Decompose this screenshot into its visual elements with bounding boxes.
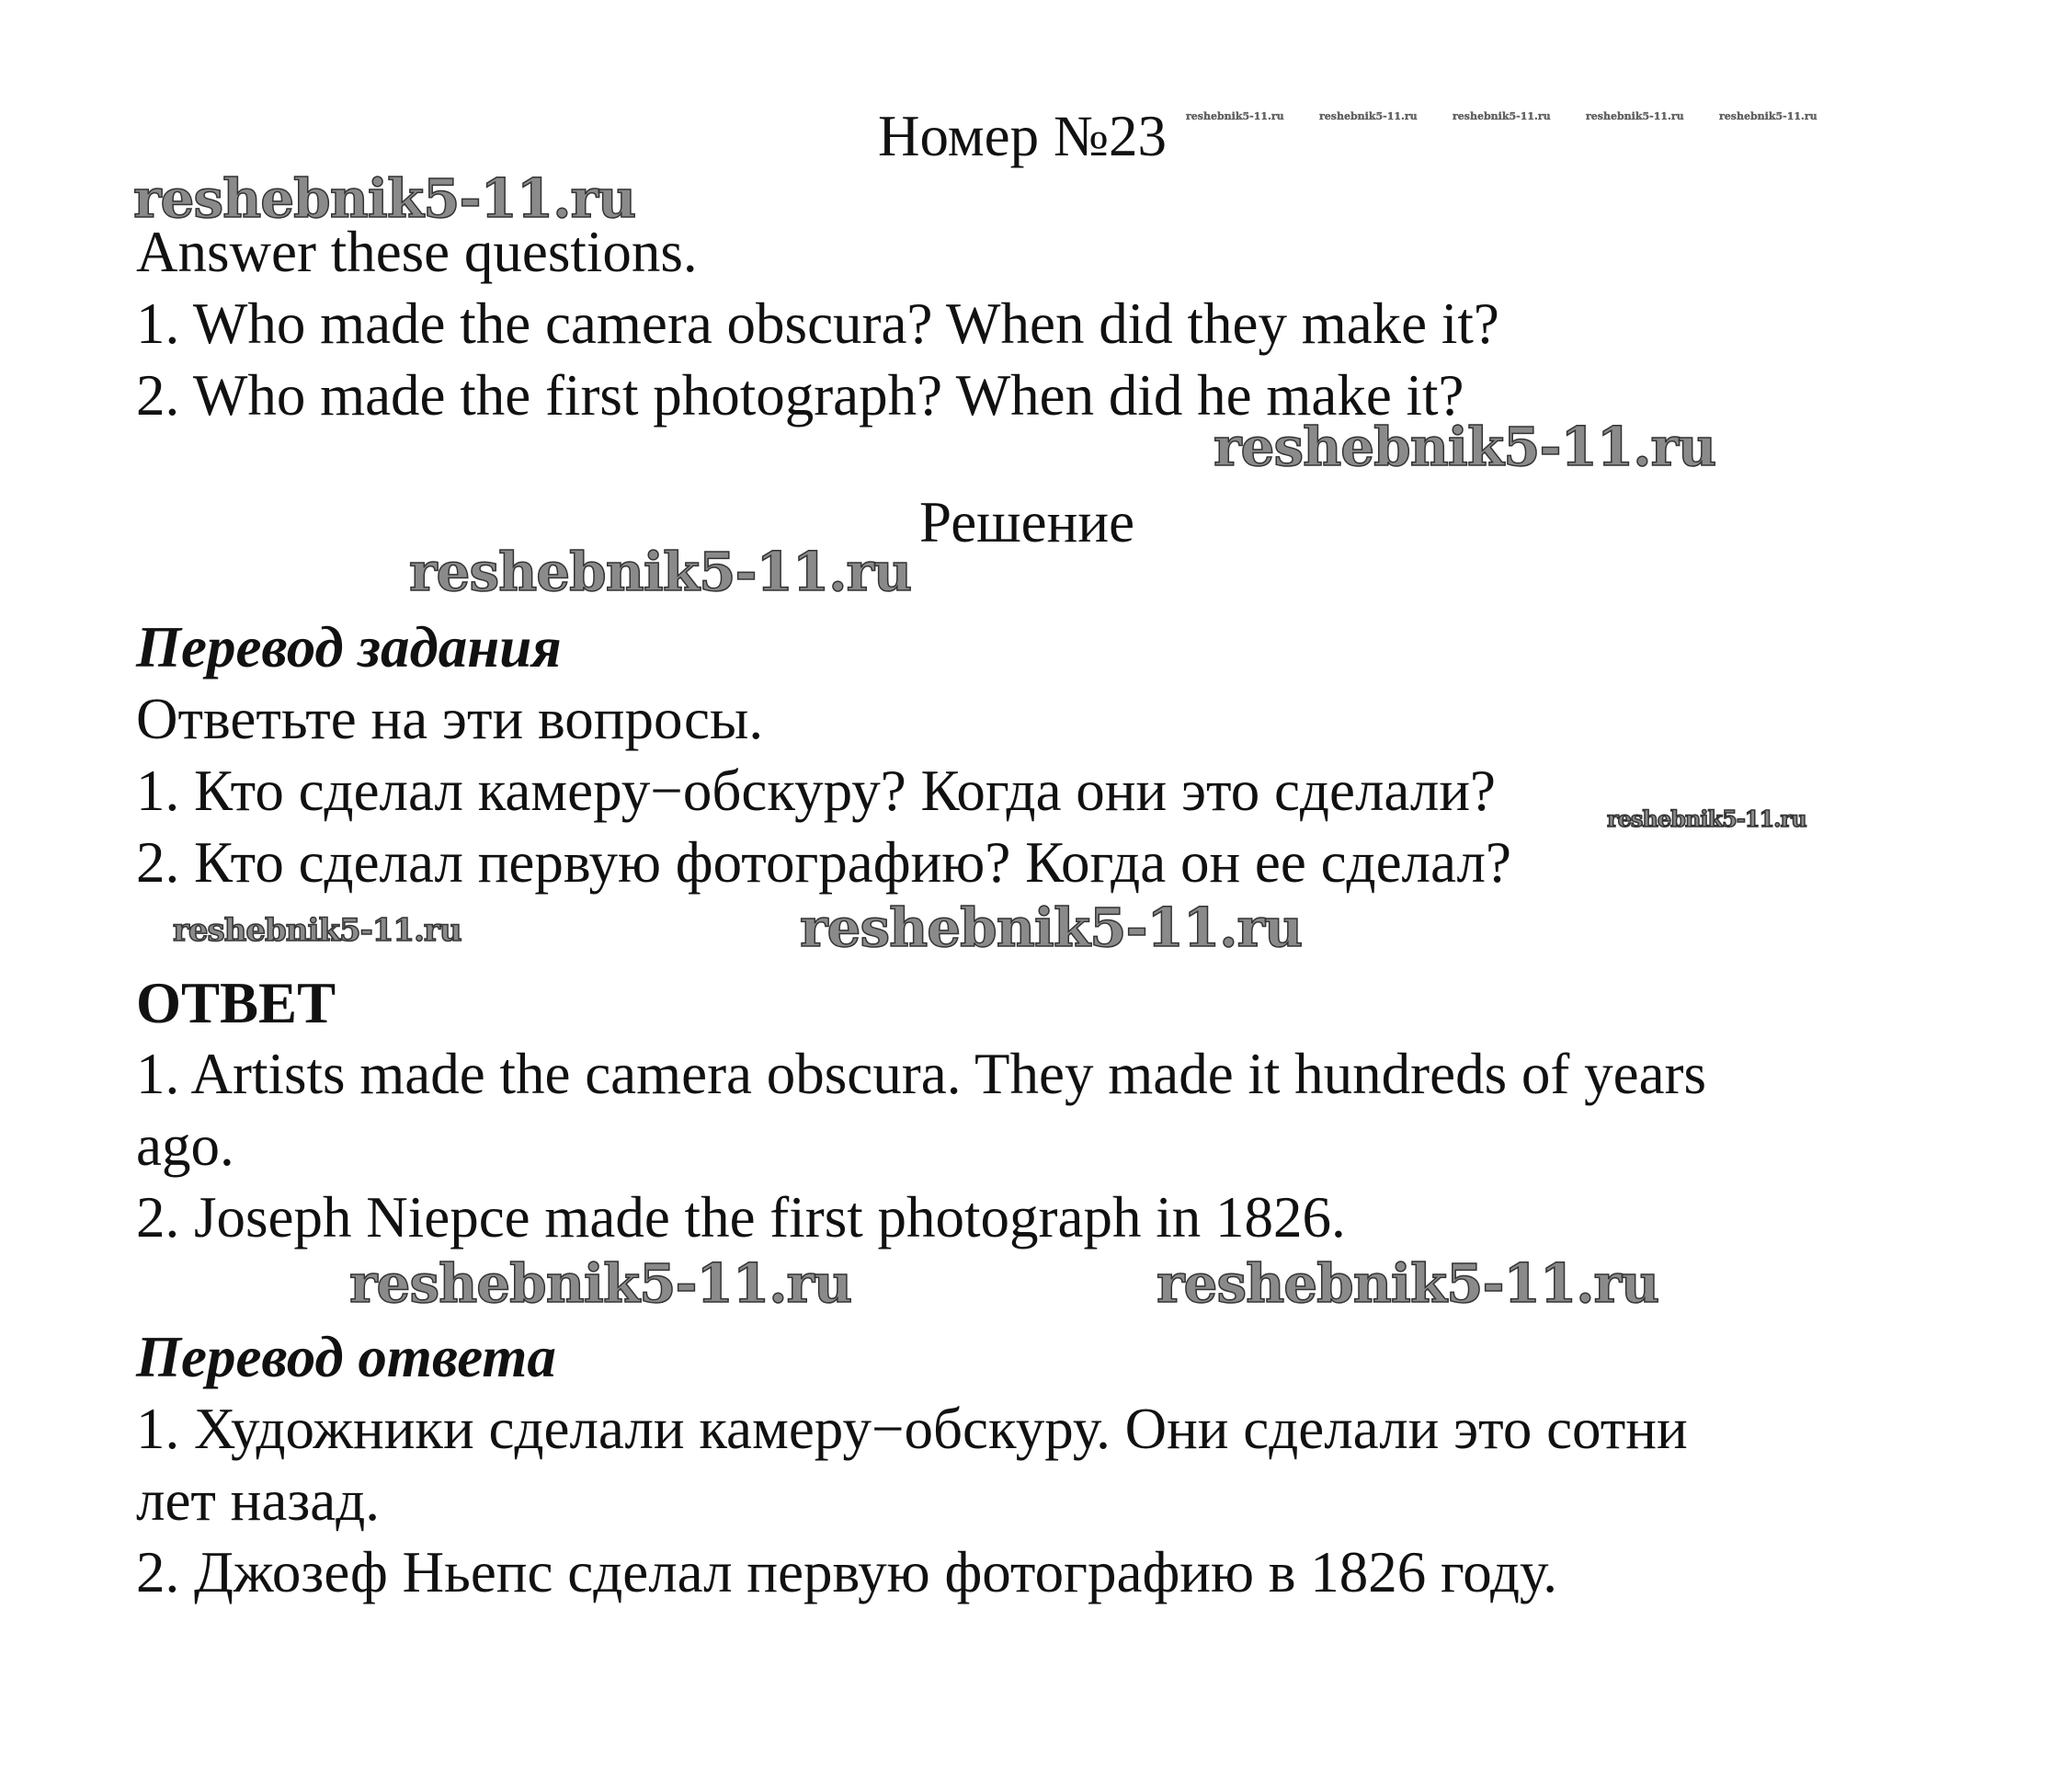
watermark: reshebnik5-11.ru [1186,110,1284,122]
watermark: reshebnik5-11.ru [1586,110,1684,122]
task-translation-question-2: 2. Кто сделал первую фотографию? Когда он ее сделал? [136,830,1511,895]
answer-translation-line-1: 1. Художники сделали камеру−обскуру. Они сделали это сотни [136,1397,1688,1461]
task-translation-question-1: 1. Кто сделал камеру−обскуру? Когда они это сделали? [136,759,1497,823]
task-translation-heading: Перевод задания [136,615,562,679]
answer-translation-line-1-continued: лет назад. [136,1468,381,1533]
watermark: reshebnik5-11.ru [173,912,461,949]
answer-heading: ОТВЕТ [136,971,336,1035]
task-question-1: 1. Who made the camera obscura? When did they make it? [136,291,1499,356]
watermark: reshebnik5-11.ru [133,167,636,230]
answer-translation-heading: Перевод ответа [136,1325,556,1389]
task-question-2: 2. Who made the first photograph? When did he make it? [136,363,1464,428]
watermark: reshebnik5-11.ru [1214,416,1716,478]
watermark: reshebnik5-11.ru [800,896,1303,959]
watermark: reshebnik5-11.ru [349,1252,852,1315]
watermark: reshebnik5-11.ru [1319,110,1418,122]
answer-translation-line-2: 2. Джозеф Ньепс сделал первую фотографию в 1826 году. [136,1540,1557,1604]
watermark: reshebnik5-11.ru [1607,805,1806,832]
page-title: Номер №23 [878,104,1167,168]
watermark: reshebnik5-11.ru [1453,110,1551,122]
solution-label: Решение [919,490,1135,554]
task-instruction: Answer these questions. [136,220,698,284]
watermark: reshebnik5-11.ru [1157,1252,1659,1315]
answer-line-2: 2. Joseph Niepce made the first photograph in 1826. [136,1185,1346,1250]
answer-line-1: 1. Artists made the camera obscura. They made it hundreds of years [136,1042,1707,1106]
watermark: reshebnik5-11.ru [1719,110,1817,122]
answer-line-1-continued: ago. [136,1113,234,1178]
watermark: reshebnik5-11.ru [409,541,912,603]
task-translation-instruction: Ответьте на эти вопросы. [136,687,764,751]
